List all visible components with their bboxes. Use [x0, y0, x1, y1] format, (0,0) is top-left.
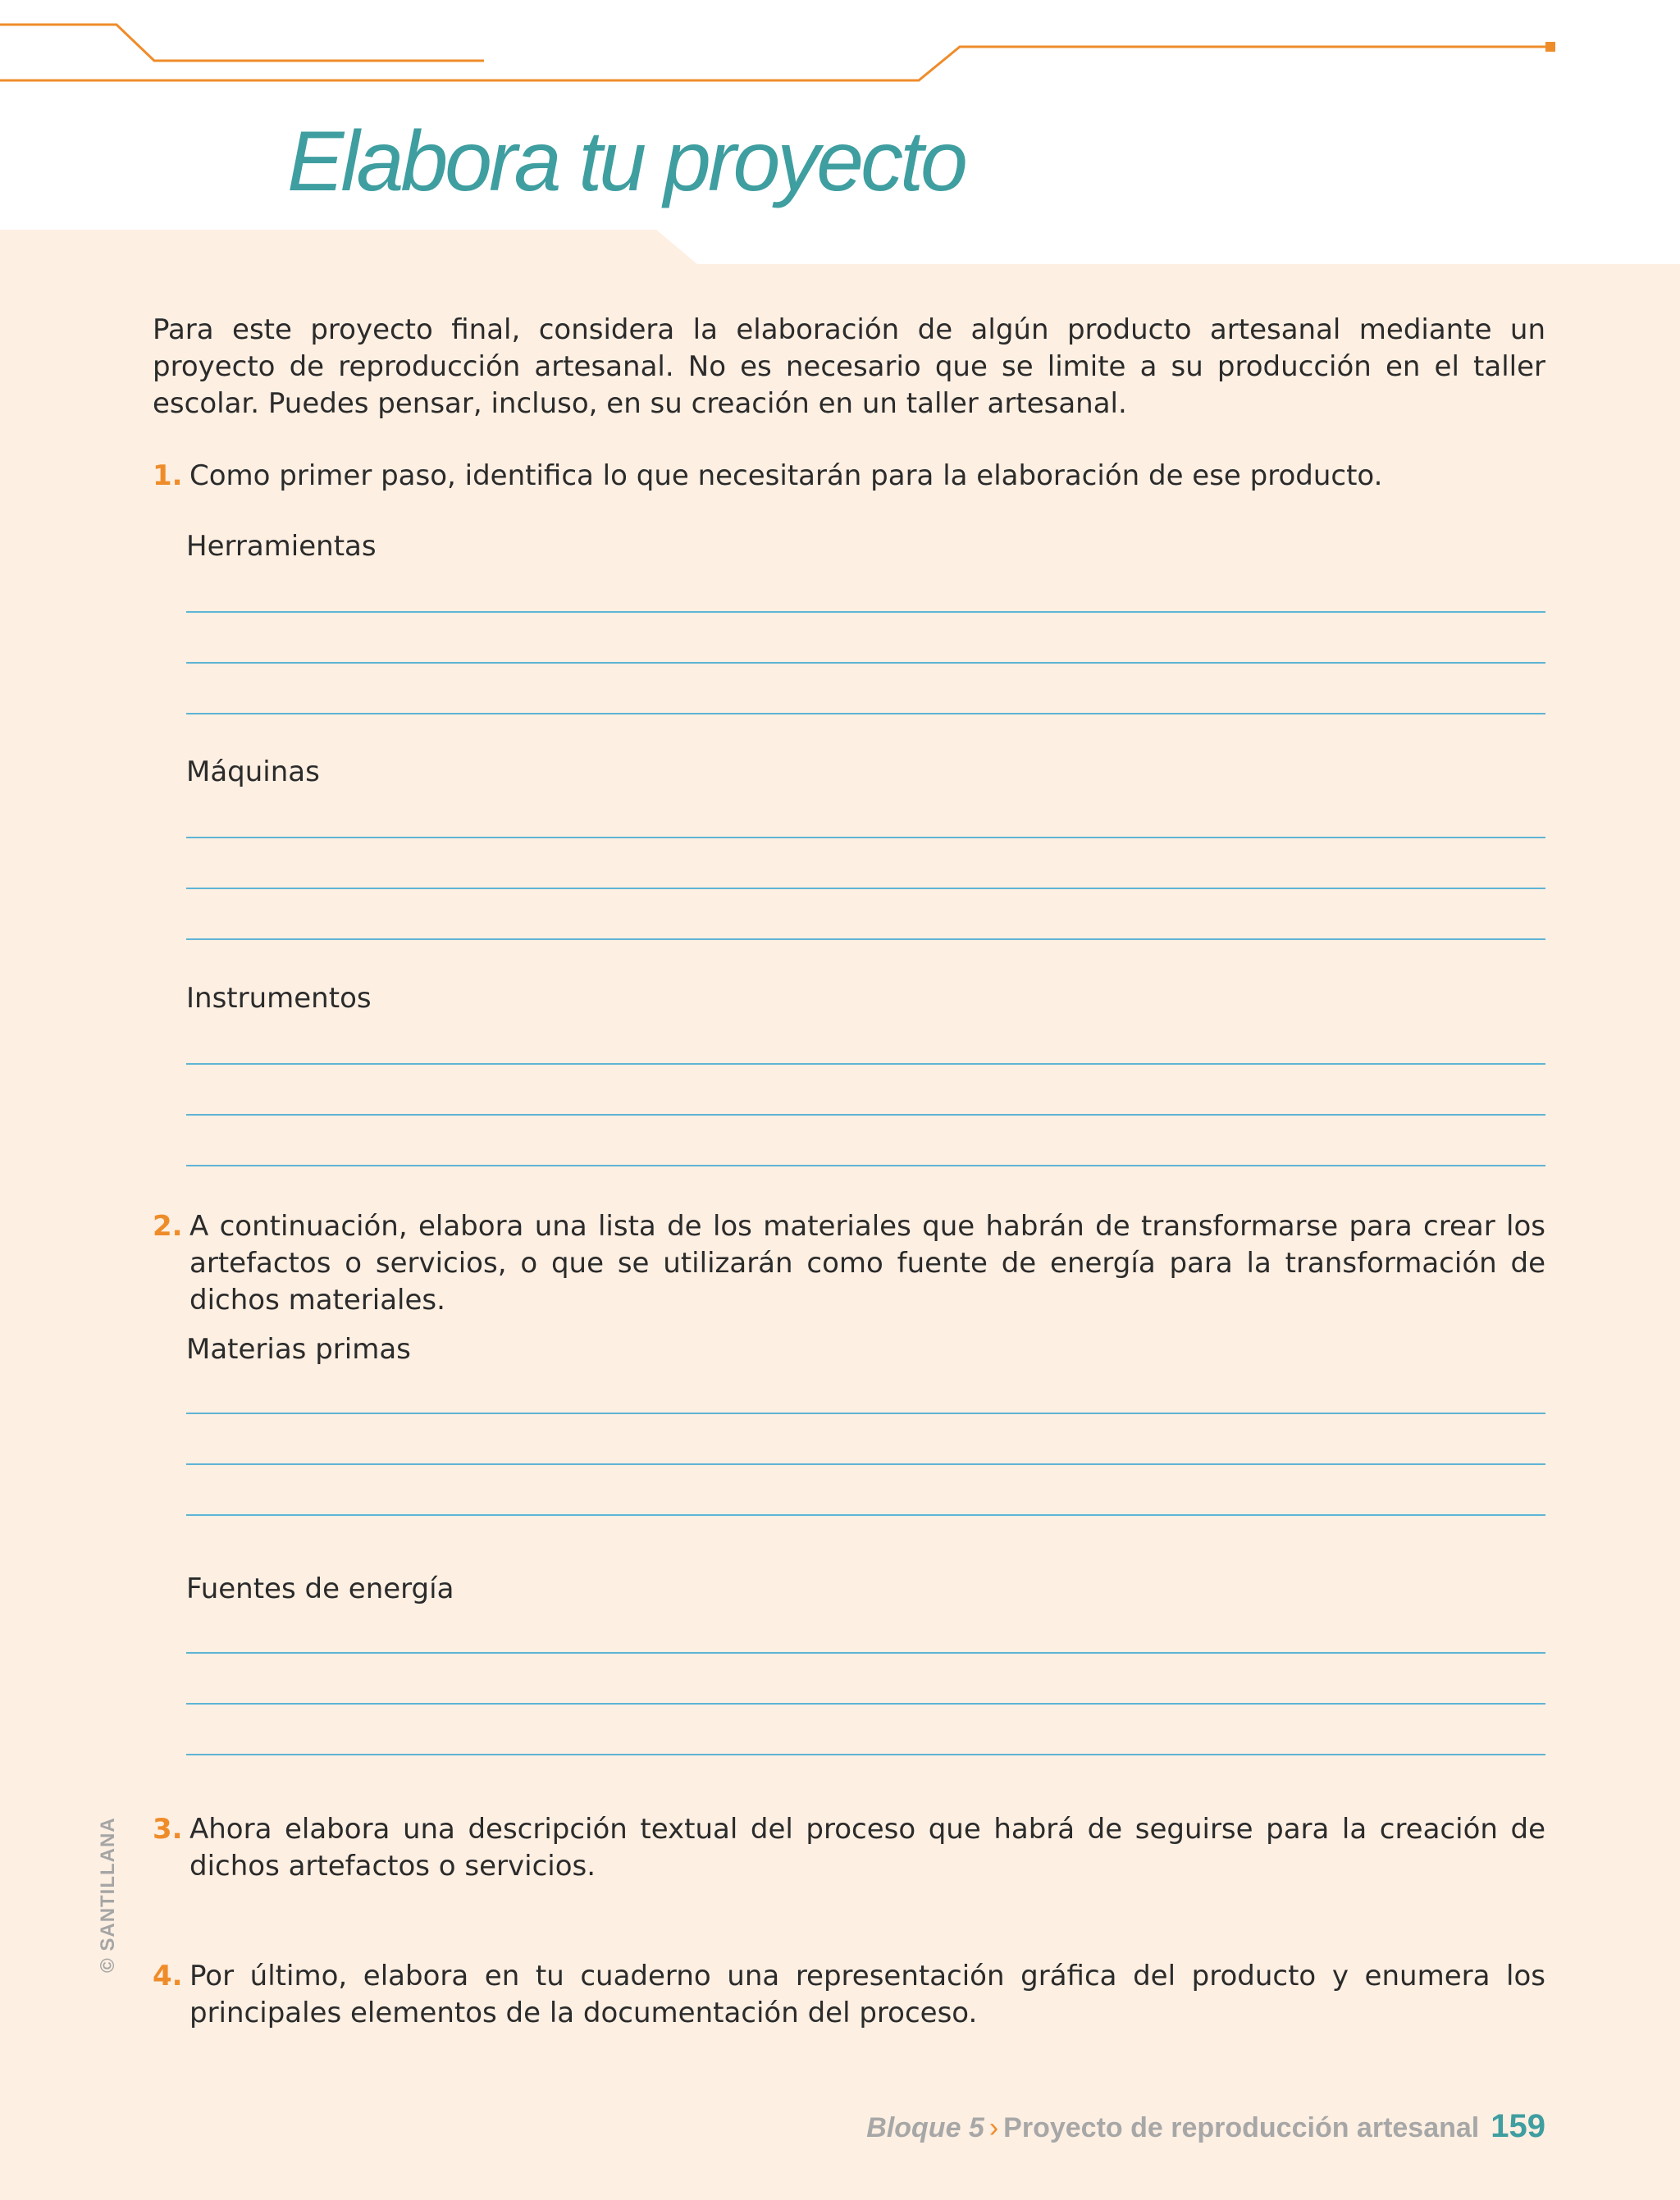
item-number: 1. — [153, 459, 183, 492]
item-number: 2. — [153, 1210, 183, 1243]
page-footer — [866, 2108, 1545, 2145]
section-label-herramientas: Herramientas — [186, 530, 377, 563]
item-text: A continuación, elabora una lista de los materiales que habrán de transformarse para crear los artefactos o servicios, o que se utilizarán como fuente de energía para la transformación de dichos materiales. — [189, 1210, 1545, 1317]
footer-bloque: Bloque 5 — [866, 2112, 984, 2143]
answer-line[interactable] — [186, 938, 1545, 940]
answer-line[interactable] — [186, 662, 1545, 664]
answer-line[interactable] — [186, 713, 1545, 714]
answer-line[interactable] — [186, 1413, 1545, 1414]
instruction-item-1 — [153, 458, 1545, 495]
page-title: Elabora tu proyecto — [287, 114, 965, 209]
instruction-item-4 — [153, 1958, 1545, 2032]
section-label-materias-primas: Materias primas — [186, 1333, 411, 1366]
answer-line[interactable] — [186, 1463, 1545, 1465]
page-number: 159 — [1491, 2108, 1545, 2144]
answer-line[interactable] — [186, 1703, 1545, 1705]
answer-line[interactable] — [186, 837, 1545, 838]
section-label-fuentes-energia: Fuentes de energía — [186, 1572, 454, 1605]
answer-line[interactable] — [186, 1114, 1545, 1116]
answer-line[interactable] — [186, 1514, 1545, 1516]
answer-line[interactable] — [186, 611, 1545, 613]
copyright-notice: © SANTILLANA — [97, 1817, 119, 1973]
footer-separator: › — [988, 2112, 999, 2143]
answer-line[interactable] — [186, 1165, 1545, 1166]
intro-paragraph: Para este proyecto final, considera la elaboración de algún producto artesanal mediante un proyecto de reproducción artesanal. No es necesario que se limite a su producción en el taller escolar. Puedes pensar, incluso, en su creación en un taller artesanal. — [153, 313, 1545, 420]
header-decoration-lines — [0, 0, 1680, 98]
item-text: Por último, elabora en tu cuaderno una representación gráfica del producto y enumera los principales elementos de la documentación del proceso. — [189, 1960, 1545, 2029]
section-label-maquinas: Máquinas — [186, 755, 320, 788]
item-number: 3. — [153, 1813, 183, 1846]
instruction-item-2 — [153, 1208, 1545, 1319]
item-number: 4. — [153, 1960, 183, 1992]
answer-line[interactable] — [186, 1754, 1545, 1755]
answer-line[interactable] — [186, 888, 1545, 889]
answer-line[interactable] — [186, 1063, 1545, 1065]
footer-section-title: Proyecto de reproducción artesanal — [1003, 2112, 1480, 2143]
item-text: Ahora elabora una descripción textual del proceso que habrá de seguirse para la creación de dichos artefactos o servicios. — [189, 1813, 1545, 1883]
answer-line[interactable] — [186, 1652, 1545, 1654]
item-text: Como primer paso, identifica lo que necesitarán para la elaboración de ese producto. — [189, 459, 1383, 492]
instruction-item-3 — [153, 1811, 1545, 1885]
section-label-instrumentos: Instrumentos — [186, 982, 372, 1015]
